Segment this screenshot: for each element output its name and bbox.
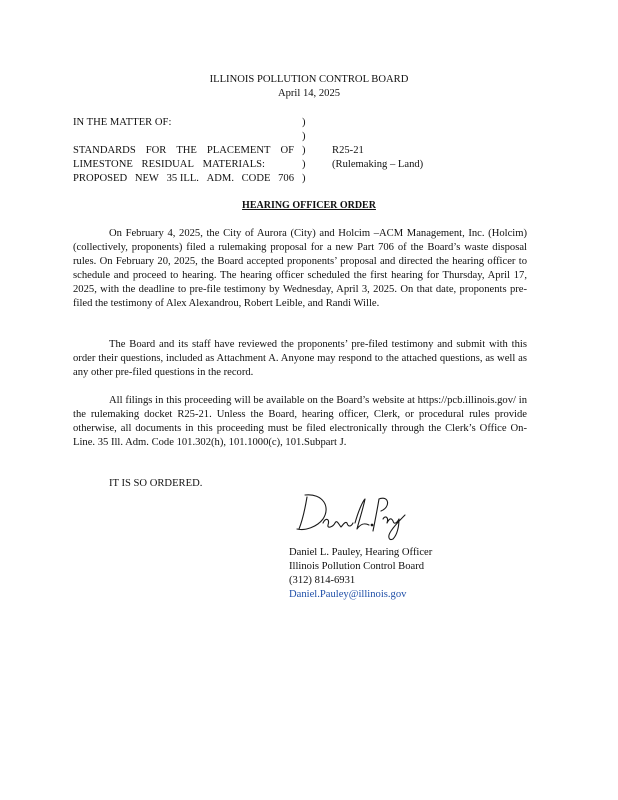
- paragraph-text: All filings in this proceeding will be available on the Board’s website at https://pcb.illinois.gov/ in the rulemaking docket R25-21. Unless the Board, hearing officer, Clerk, or procedural rules provide otherwise, all documents in this proceeding must be filed electronically through the Clerk’s Office On-Line. 35 Ill. Adm. Code 101.302(h), 101.1000(c), 101.Subpart J.: [73, 395, 527, 448]
- caption-word: FOR: [145, 145, 167, 156]
- caption-word: CODE: [241, 173, 271, 184]
- docket-type: (Rulemaking – Land): [332, 159, 424, 170]
- body-paragraph-1: [73, 227, 527, 311]
- order-heading: [0, 199, 618, 213]
- closing-statement: IT IS SO ORDERED.: [109, 478, 203, 489]
- signer-agency: Illinois Pollution Control Board: [289, 561, 425, 572]
- agency-title: ILLINOIS POLLUTION CONTROL BOARD: [209, 74, 409, 85]
- caption-paren: ): [302, 145, 306, 156]
- order-heading-text: HEARING OFFICER ORDER: [242, 200, 376, 211]
- signer-phone: (312) 814-6931: [289, 575, 356, 586]
- caption-word: NEW: [134, 173, 159, 184]
- caption-word: MATERIALS:: [202, 159, 265, 170]
- signer-name-title: Daniel L. Pauley, Hearing Officer: [289, 547, 433, 558]
- matter-line: IN THE MATTER OF:: [73, 117, 172, 128]
- caption-paren: ): [302, 117, 306, 128]
- handwritten-signature: [293, 489, 413, 539]
- docket-number: R25-21: [332, 145, 364, 156]
- caption-word: OF: [280, 145, 294, 156]
- body-paragraph-3: [73, 394, 527, 450]
- caption-word: 35 ILL.: [166, 173, 199, 184]
- order-date: April 14, 2025: [277, 88, 341, 99]
- caption-word: ADM.: [206, 173, 234, 184]
- caption-word: RESIDUAL: [141, 159, 194, 170]
- caption-word: LIMESTONE: [73, 159, 133, 170]
- caption-word: PROPOSED: [73, 173, 128, 184]
- caption-paren: ): [302, 173, 306, 184]
- caption-title-line-2: [73, 158, 265, 172]
- caption-title-line-3: [73, 172, 294, 186]
- signer-email-link[interactable]: Daniel.Pauley@illinois.gov: [289, 589, 407, 600]
- caption-word: PLACEMENT: [206, 145, 271, 156]
- caption-word: THE: [176, 145, 197, 156]
- caption-word: STANDARDS: [73, 145, 136, 156]
- caption-title-line-1: [73, 144, 294, 158]
- caption-paren: ): [302, 131, 306, 142]
- body-paragraph-2: [73, 338, 527, 380]
- paragraph-text: On February 4, 2025, the City of Aurora (City) and Holcim –ACM Management, Inc. (Holcim) (collectively, proponents) filed a rulemaking proposal for a new Part 706 of the Board’s waste disposal rules. On February 20, 2025, the Board accepted proponents’ proposal and directed the hearing officer to schedule and proceed to hearing. The hearing officer scheduled the first hearing for Thursday, April 17, 2025, with the deadline to pre-file testimony by Wednesday, April 3, 2025. On that date, proponents pre-filed the testimony of Alex Alexandrou, Robert Leible, and Randi Wille.: [73, 228, 527, 309]
- caption-word: 706: [278, 173, 294, 184]
- caption-paren: ): [302, 159, 306, 170]
- paragraph-text: The Board and its staff have reviewed the proponents’ pre-filed testimony and submit with this order their questions, included as Attachment A. Anyone may respond to the attached questions, as well as any other pre-filed questions in the record.: [73, 339, 527, 378]
